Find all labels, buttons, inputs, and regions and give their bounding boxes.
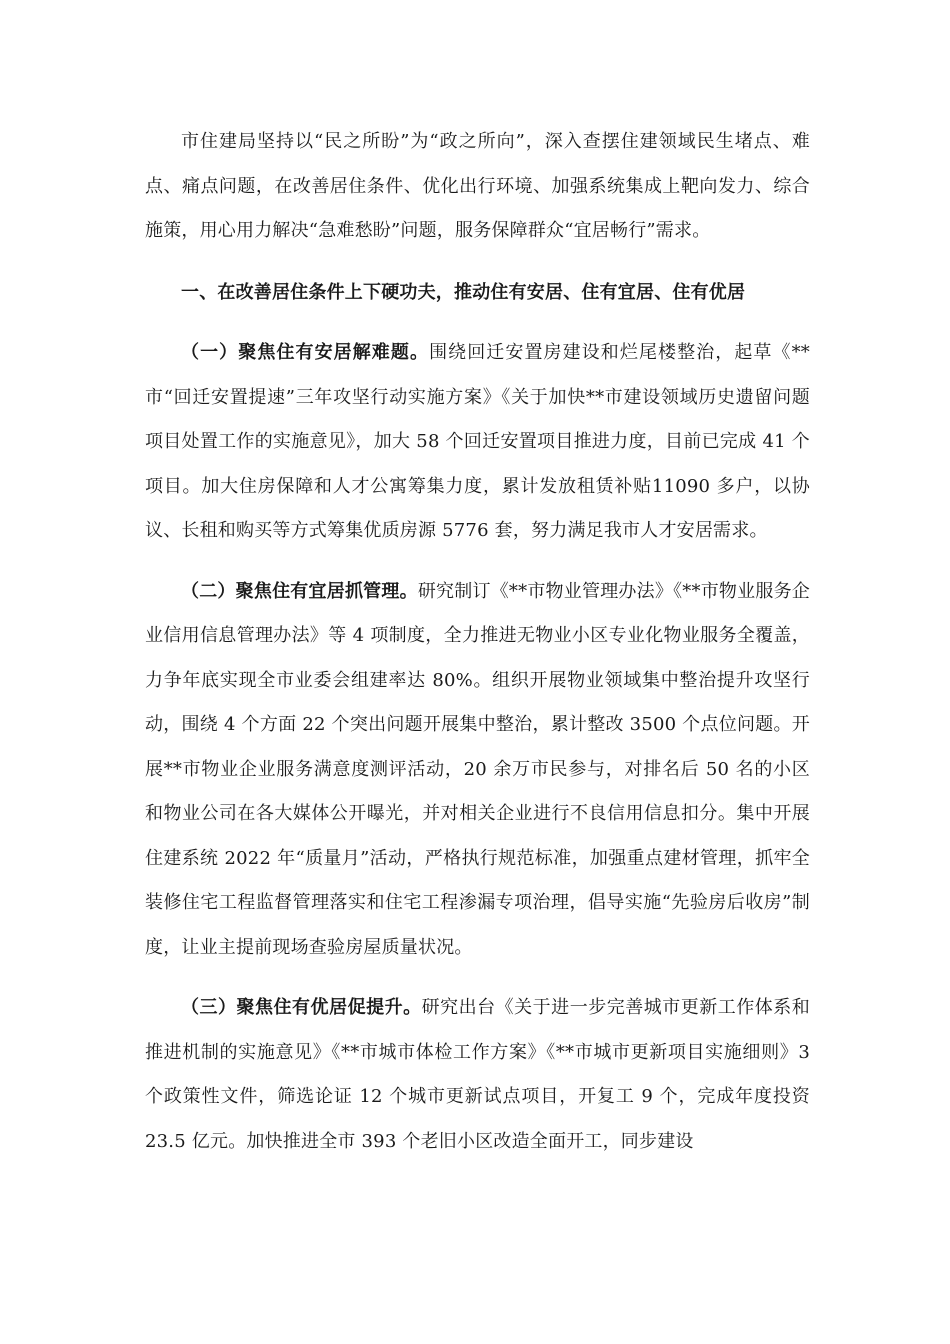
item-lead-3: （三）聚焦住有优居促提升。	[181, 997, 422, 1018]
item-paragraph-2	[145, 570, 810, 971]
item-lead-2: （二）聚焦住有宜居抓管理。	[181, 580, 418, 602]
item-body-3: 研究出台《关于进一步完善城市更新工作体系和推进机制的实施意见》《**市城市体检工作方案》《**市城市更新项目实施细则》3 个政策性文件，筛选论证 12 个城市更新试点项目，开复工 9 个，完成年度投资 23.5 亿元。加快推进全市 393 个老旧小区改造全面开工，同步建设	[145, 997, 810, 1152]
section-heading-1: 一、在改善居住条件上下硬功夫，推动住有安居、住有宜居、住有优居	[181, 281, 746, 303]
item-body-2: 研究制订《**市物业管理办法》《**市物业服务企业信用信息管理办法》等 4 项制度，全力推进无物业小区专业化物业服务全覆盖，力争年底实现全市业委会组建率达 80%。组织开展物业领域集中整治提升攻坚行动，围绕 4 个方面 22 个突出问题开展集中整治，累计整改 3500 个点位问题。开展**市物业企业服务满意度测评活动，20 余万市民参与，对排名后 50 名的小区和物业公司在各大媒体公开曝光，并对相关企业进行不良信用信息扣分。集中开展住建系统 2022 年“质量月”活动，严格执行规范标准，加强重点建材管理，抓牢全装修住宅工程监督管理落实和住宅工程渗漏专项治理，倡导实施“先验房后收房”制度，让业主提前现场查验房屋质量状况。	[145, 580, 810, 958]
document-body	[145, 120, 810, 1180]
item-lead-1: （一）聚焦住有安居解难题。	[181, 342, 430, 363]
item-paragraph-1	[145, 331, 810, 554]
item-paragraph-3	[145, 986, 810, 1164]
intro-paragraph: 市住建局坚持以“民之所盼”为“政之所向”，深入查摆住建领域民生堵点、难点、痛点问题，在改善居住条件、优化出行环境、加强系统集成上靶向发力、综合施策，用心用力解决“急难愁盼”问题，服务保障群众“宜居畅行”需求。	[145, 131, 810, 241]
item-body-1: 围绕回迁安置房建设和烂尾楼整治，起草《**市“回迁安置提速”三年攻坚行动实施方案》《关于加快**市建设领域历史遗留问题项目处置工作的实施意见》，加大 58 个回迁安置项目推进力度，目前已完成 41 个项目。加大住房保障和人才公寓筹集力度，累计发放租赁补贴11090 多户，以协议、长租和购买等方式筹集优质房源 5776 套，努力满足我市人才安居需求。	[145, 342, 810, 541]
